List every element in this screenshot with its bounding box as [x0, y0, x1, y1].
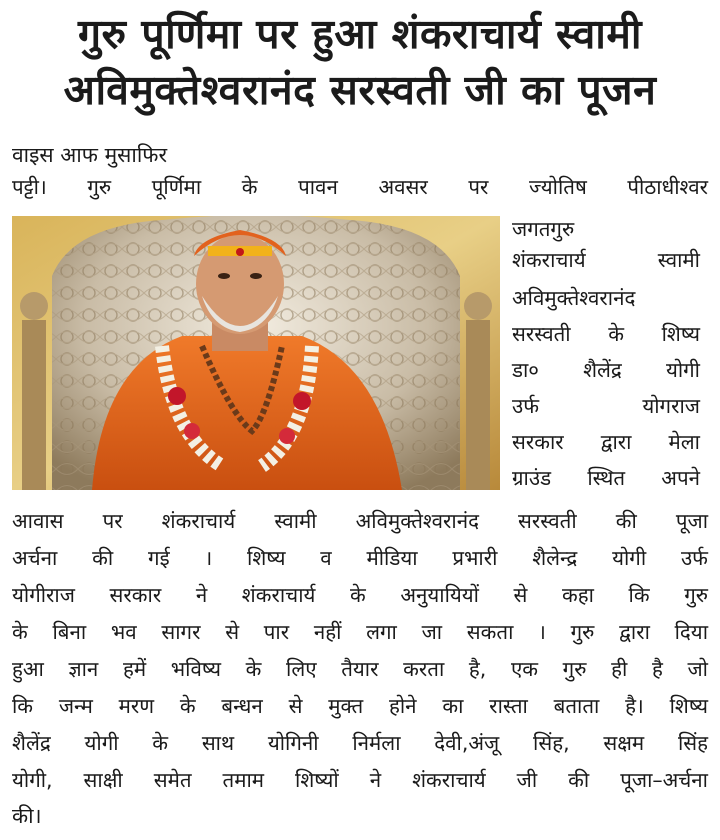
body-line: अर्चना की गई । शिष्य व मीडिया प्रभारी शैलेन्द्र योगी उर्फ — [12, 546, 708, 570]
column-line: डा० शैलेंद्र योगी — [512, 358, 700, 382]
headline-line-2: अविमुक्तेश्वरानंद सरस्वती जी का पूजन — [63, 66, 657, 114]
body-line: हुआ ज्ञान हमें भविष्य के लिए तैयार करता है, एक गुरु ही है जो — [12, 657, 708, 681]
headline-line-1: गुरु पूर्णिमा पर हुआ शंकराचार्य स्वामी — [77, 10, 643, 58]
column-line: उर्फ योगराज — [512, 394, 700, 418]
column-line: अविमुक्तेश्वरानंद — [512, 286, 636, 310]
byline: वाइस आफ मुसाफिर — [12, 143, 168, 167]
column-line: सरस्वती के शिष्य — [512, 322, 700, 346]
body-line: कि जन्म मरण के बन्धन से मुक्त होने का रास्ता बताता है। शिष्य — [12, 694, 708, 718]
column-line: शंकराचार्य स्वामी — [512, 248, 700, 272]
column-line: जगतगुरु — [512, 217, 575, 241]
article-photo — [12, 216, 500, 490]
body-line: के बिना भव सागर से पार नहीं लगा जा सकता । गुरु द्वारा दिया — [12, 620, 708, 644]
body-line: योगी, साक्षी समेत तमाम शिष्यों ने शंकराचार्य जी की पूजा–अर्चना — [12, 768, 708, 792]
last-line: की। — [12, 804, 42, 828]
column-line: ग्राउंड स्थित अपने — [512, 466, 700, 490]
column-line: सरकार द्वारा मेला — [512, 430, 700, 454]
body-line: शैलेंद्र योगी के साथ योगिनी निर्मला देवी,अंजू सिंह, सक्षम सिंह — [12, 731, 708, 755]
article-headline — [0, 6, 720, 118]
body-line: योगीराज सरकार ने शंकराचार्य के अनुयायियों से कहा कि गुरु — [12, 583, 708, 607]
lead-line: पट्टी। गुरु पूर्णिमा के पावन अवसर पर ज्योतिष पीठाधीश्वर — [12, 175, 708, 199]
body-line: आवास पर शंकराचार्य स्वामी अविमुक्तेश्वरानंद सरस्वती की पूजा — [12, 509, 708, 533]
